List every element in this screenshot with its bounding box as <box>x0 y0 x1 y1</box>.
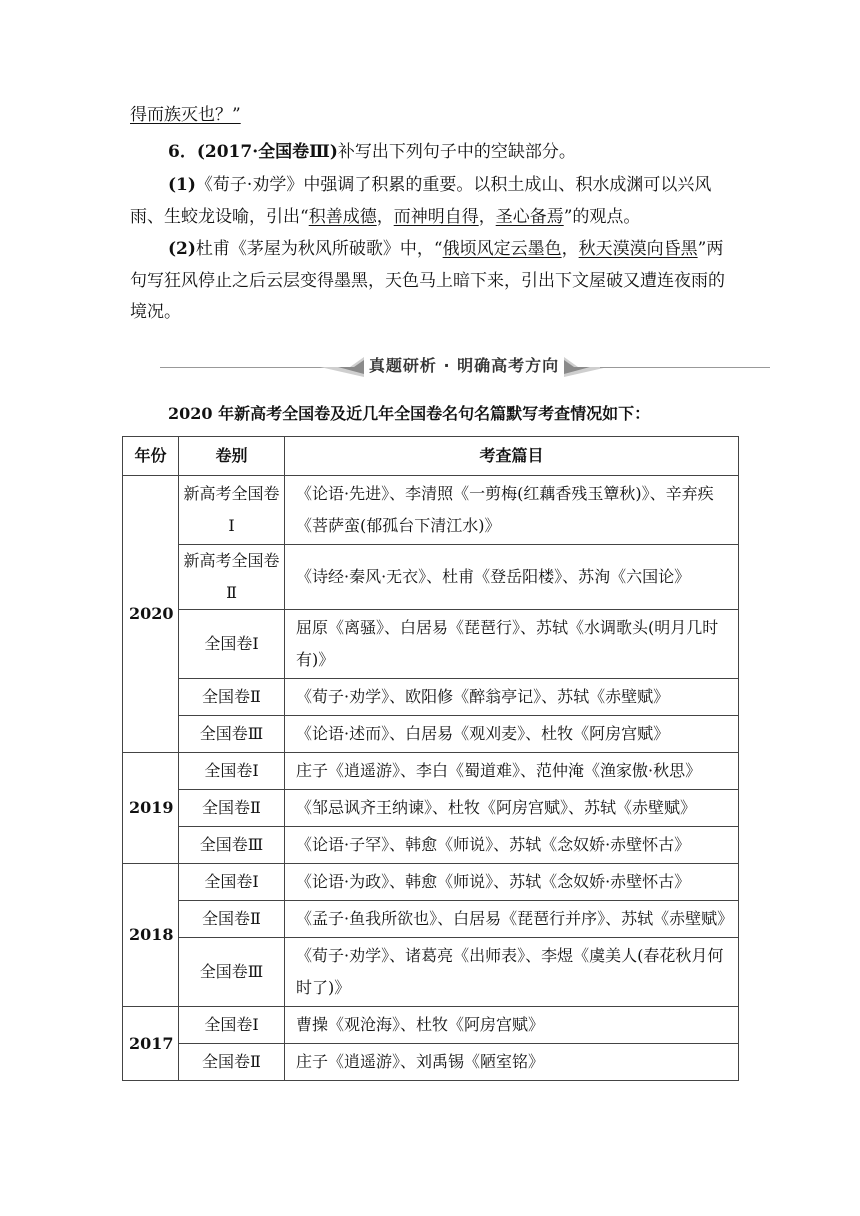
item-1-text-b: ”的观点。 <box>563 206 641 227</box>
pian-cell: 《荀子·劝学》、欧阳修《醉翁亭记》、苏轼《赤壁赋》 <box>285 679 739 716</box>
item-1-blank-3: 圣心备焉 <box>495 206 564 227</box>
pian-cell: 庄子《逍遥游》、刘禹锡《陋室铭》 <box>285 1044 739 1081</box>
juan-cell: 全国卷Ⅰ <box>179 864 285 901</box>
table-row <box>123 545 739 610</box>
pian-cell: 《孟子·鱼我所欲也》、白居易《琵琶行并序》、苏轼《赤壁赋》 <box>285 901 739 938</box>
juan-cell: 全国卷Ⅲ <box>179 716 285 753</box>
year-cell: 2019 <box>123 753 179 864</box>
item-2-sep-1: ， <box>561 239 579 259</box>
header-juan: 卷别 <box>179 437 285 476</box>
item-1-blank-1: 积善成德 <box>308 206 377 227</box>
question-source: (2017·全国卷Ⅲ) <box>196 142 338 162</box>
prev-line: 得而族灭也？” <box>130 105 241 125</box>
juan-cell: 全国卷Ⅰ <box>179 1007 285 1044</box>
table-row <box>123 476 739 545</box>
banner-title: 真题研析 · 明确高考方向 <box>368 356 560 375</box>
pian-cell: 屈原《离骚》、白居易《琵琶行》、苏轼《水调歌头(明月几时有)》 <box>285 610 739 679</box>
banner-left-flourish <box>320 356 364 378</box>
section-banner <box>160 350 770 382</box>
item-1-sep-1: ， <box>376 206 394 227</box>
item-1-sep-2: ， <box>478 206 496 227</box>
juan-cell: 全国卷Ⅱ <box>179 1044 285 1081</box>
juan-cell: 全国卷Ⅲ <box>179 938 285 1007</box>
pian-cell: 《论语·先进》、李清照《一剪梅(红藕香残玉簟秋)》、辛弃疾《菩萨蛮(郁孤台下清江水)》 <box>285 476 739 545</box>
table-intro: 2020 年新高考全国卷及近几年全国卷名句名篇默写考查情况如下： <box>168 404 651 423</box>
pian-cell: 《邹忌讽齐王纳谏》、杜牧《阿房宫赋》、苏轼《赤壁赋》 <box>285 790 739 827</box>
question-number: 6． <box>168 142 197 162</box>
item-1-blank-2: 而神明自得 <box>393 206 479 227</box>
table-row <box>123 1007 739 1044</box>
item-2-blank-2: 秋天漠漠向昏黑 <box>578 239 698 259</box>
year-cell: 2018 <box>123 864 179 1007</box>
table-row <box>123 679 739 716</box>
juan-cell: 新高考全国卷Ⅱ <box>179 545 285 610</box>
item-2-text-b: ”两句写狂风停止之后云层变得墨黑，天色马上暗下来，引出下文屋破又遭连夜雨的境况。 <box>130 239 725 322</box>
pian-cell: 《论语·子罕》、韩愈《师说》、苏轼《念奴娇·赤壁怀古》 <box>285 827 739 864</box>
banner-right-rule <box>600 367 770 368</box>
table-row <box>123 864 739 901</box>
year-cell: 2020 <box>123 476 179 753</box>
table-row <box>123 827 739 864</box>
question-6-heading <box>168 137 728 169</box>
item-2-blank-1: 俄顷风定云墨色 <box>442 239 562 259</box>
table-header-row <box>123 437 739 476</box>
pian-cell: 曹操《观沧海》、杜牧《阿房宫赋》 <box>285 1007 739 1044</box>
item-2-label: (2) <box>168 239 196 259</box>
juan-cell: 全国卷Ⅲ <box>179 827 285 864</box>
header-pian: 考查篇目 <box>285 437 739 476</box>
exam-table <box>122 436 739 1081</box>
table-row <box>123 938 739 1007</box>
table-row <box>123 716 739 753</box>
item-2-text-a: 杜甫《茅屋为秋风所破歌》中，“ <box>195 239 443 259</box>
juan-cell: 全国卷Ⅱ <box>179 679 285 716</box>
juan-cell: 全国卷Ⅱ <box>179 901 285 938</box>
year-cell: 2017 <box>123 1007 179 1081</box>
question-6-item-1 <box>130 170 735 233</box>
juan-cell: 全国卷Ⅱ <box>179 790 285 827</box>
pian-cell: 《荀子·劝学》、诸葛亮《出师表》、李煜《虞美人(春花秋月何时了)》 <box>285 938 739 1007</box>
juan-cell: 新高考全国卷Ⅰ <box>179 476 285 545</box>
table-row <box>123 901 739 938</box>
juan-cell: 全国卷Ⅰ <box>179 753 285 790</box>
pian-cell: 《诗经·秦风·无衣》、杜甫《登岳阳楼》、苏洵《六国论》 <box>285 545 739 610</box>
table-row <box>123 610 739 679</box>
item-1-text-a: 《荀子·劝学》中强调了积累的重要。以积土成山、积水成渊可以兴风雨、生蛟龙设喻，引出“ <box>130 175 712 227</box>
table-row <box>123 753 739 790</box>
table-row <box>123 790 739 827</box>
pian-cell: 庄子《逍遥游》、李白《蜀道难》、范仲淹《渔家傲·秋思》 <box>285 753 739 790</box>
question-instruction: 补写出下列句子中的空缺部分。 <box>337 142 576 162</box>
item-1-label: (1) <box>168 175 196 195</box>
question-6-item-2 <box>130 234 735 329</box>
pian-cell: 《论语·述而》、白居易《观刈麦》、杜牧《阿房宫赋》 <box>285 716 739 753</box>
table-row <box>123 1044 739 1081</box>
pian-cell: 《论语·为政》、韩愈《师说》、苏轼《念奴娇·赤壁怀古》 <box>285 864 739 901</box>
juan-cell: 全国卷Ⅰ <box>179 610 285 679</box>
prev-paragraph-end <box>130 100 735 132</box>
banner-left-rule <box>160 367 345 368</box>
header-year: 年份 <box>123 437 179 476</box>
